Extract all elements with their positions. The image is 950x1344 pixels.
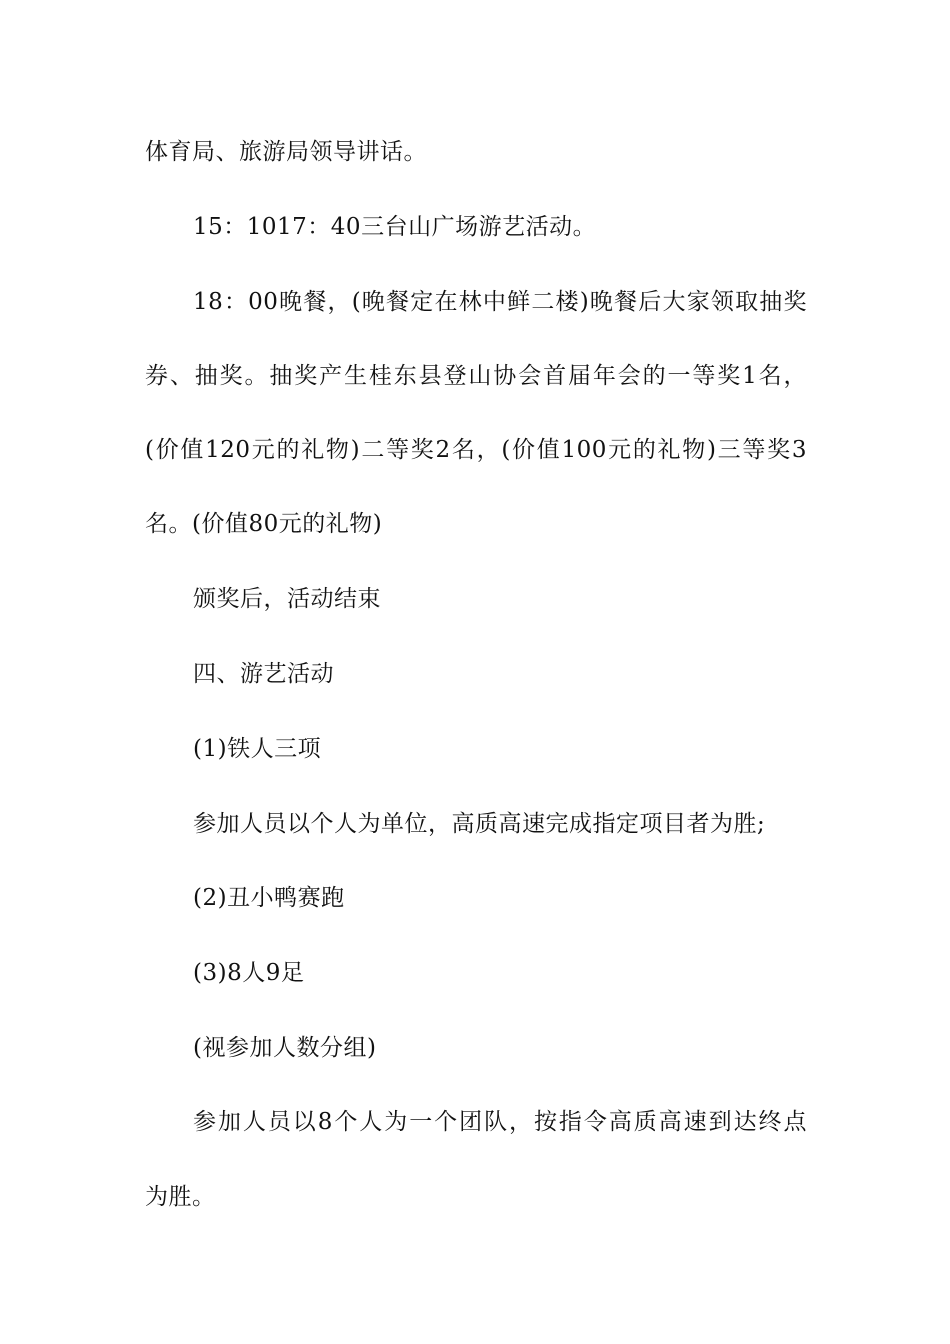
paragraph-line: (价值120元的礼物)二等奖2名，(价值100元的礼物)三等奖3: [145, 437, 807, 463]
list-item: (2)丑小鸭赛跑: [193, 885, 345, 911]
paragraph-line: 颁奖后，活动结束: [193, 586, 381, 612]
paragraph-line: 券、抽奖。抽奖产生桂东县登山协会首届年会的一等奖1名，: [145, 363, 807, 389]
paragraph-line: 参加人员以个人为单位，高质高速完成指定项目者为胜;: [193, 811, 766, 837]
paragraph-line: 15：1017：40三台山广场游艺活动。: [193, 214, 597, 240]
list-item: (3)8人9足: [193, 960, 305, 986]
paragraph-line: 参加人员以8个人为一个团队，按指令高质高速到达终点: [193, 1109, 807, 1135]
paragraph-line: 名。(价值80元的礼物): [145, 511, 383, 537]
paragraph-line: 体育局、旅游局领导讲话。: [145, 139, 427, 165]
section-heading: 四、游艺活动: [193, 661, 334, 687]
paragraph-line: (视参加人数分组): [193, 1035, 377, 1061]
paragraph-line: 18：00晚餐，(晚餐定在林中鲜二楼)晚餐后大家领取抽奖: [193, 289, 807, 315]
paragraph-line: 为胜。: [145, 1184, 216, 1210]
list-item: (1)铁人三项: [193, 736, 322, 762]
